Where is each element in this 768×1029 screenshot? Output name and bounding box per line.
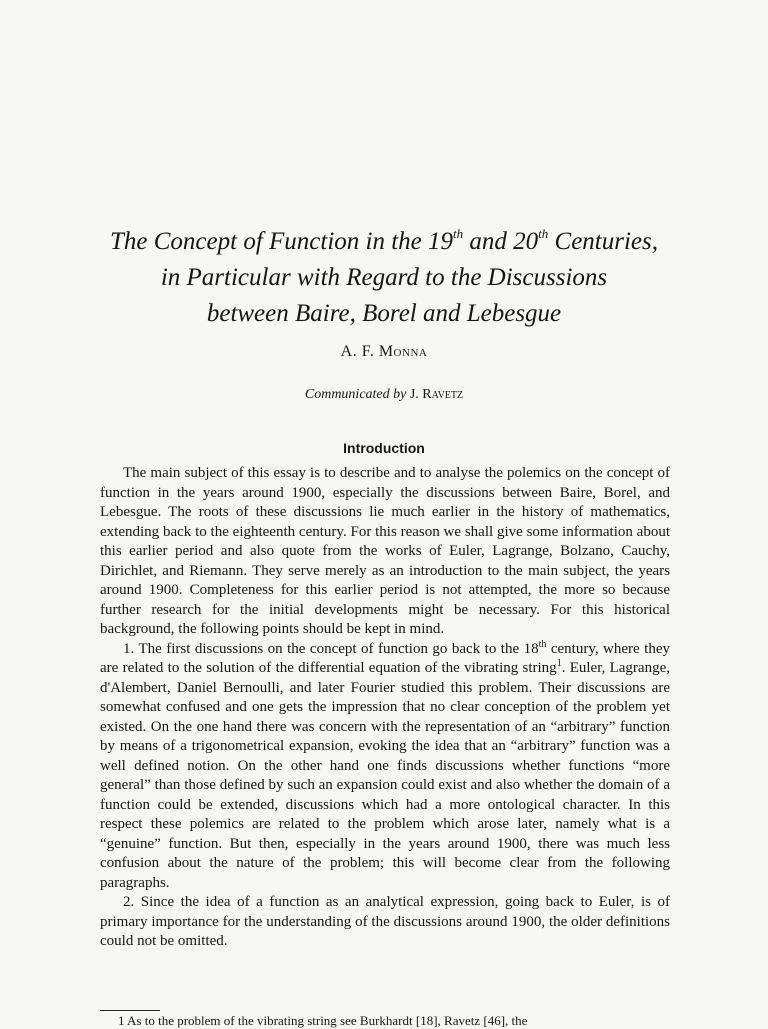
title-line-2: in Particular with Regard to the Discussions [160, 264, 608, 291]
footnote: 1 As to the problem of the vibrating string see Burkhardt [18], Ravetz [46], the [118, 1013, 528, 1028]
paragraph-point-1: 1. The first discussions on the concept of function go back to the 18th century, where they are related to the solution of the differential equation of the vibrating string$^1$. Euler, Lagrange, d'Alembert, Daniel Bernoulli, and later Fourier studied this problem. Their discussions are somewhat confused and one gets the impression that no clear conception of the problem yet existed. On the one hand there was concern with the representation of an “arbitrary” function by means of a trigonometrical expansion, evoking the idea that an “arbitrary” function was a well defined notion. On the other hand one finds discussions whether functions “more general” than those defined by such an expansion could exist and also whether the domain of a function could be extended, discussions which had a more ontological character. In this respect these polemics are related to the problem which arose later, namely what is a “genuine” function. But then, especially in the years around 1900, there was much less confusion about the nature of the problem; this will become clear from the following paragraphs. [100, 638, 670, 891]
title-line-3: between Baire, Borel and Lebesgue [206, 300, 562, 327]
author-name: A. F. Monna [340, 343, 428, 360]
communicator-name: J. Ravetz [409, 387, 464, 402]
footnote-ref[interactable]: 1 [556, 658, 562, 669]
paper-title [40, 224, 728, 332]
footnote-divider [100, 1010, 160, 1011]
communicated-by [0, 387, 768, 403]
body-text [100, 464, 670, 952]
communicated-label: Communicated by [304, 387, 407, 402]
title-line-1: The Concept of Function in the 19th and 20th Centuries, [110, 226, 658, 255]
section-heading: Introduction [343, 440, 425, 456]
paragraph-point-2: 2. Since the idea of a function as an analytical expression, going back to Euler, is of primary importance for the understanding of the discussions around 1900, the older definitions could not be omitted. [100, 894, 670, 949]
paragraph-intro: The main subject of this essay is to describe and to analyse the polemics on the concept of function in the years around 1900, especially the discussions between Baire, Borel, and Lebesgue. The roots of these discussions lie much earlier in the history of mathematics, extending back to the eighteenth century. For this reason we shall give some information about this earlier period and also quote from the works of Euler, Lagrange, Bolzano, Cauchy, Dirichlet, and Riemann. They serve merely as an introduction to the main subject, the years around 1900. Completeness for this earlier period is not attempted, the more so because further research for the initial developments might be necessary. For this historical background, the following points should be kept in mind. [100, 465, 670, 637]
